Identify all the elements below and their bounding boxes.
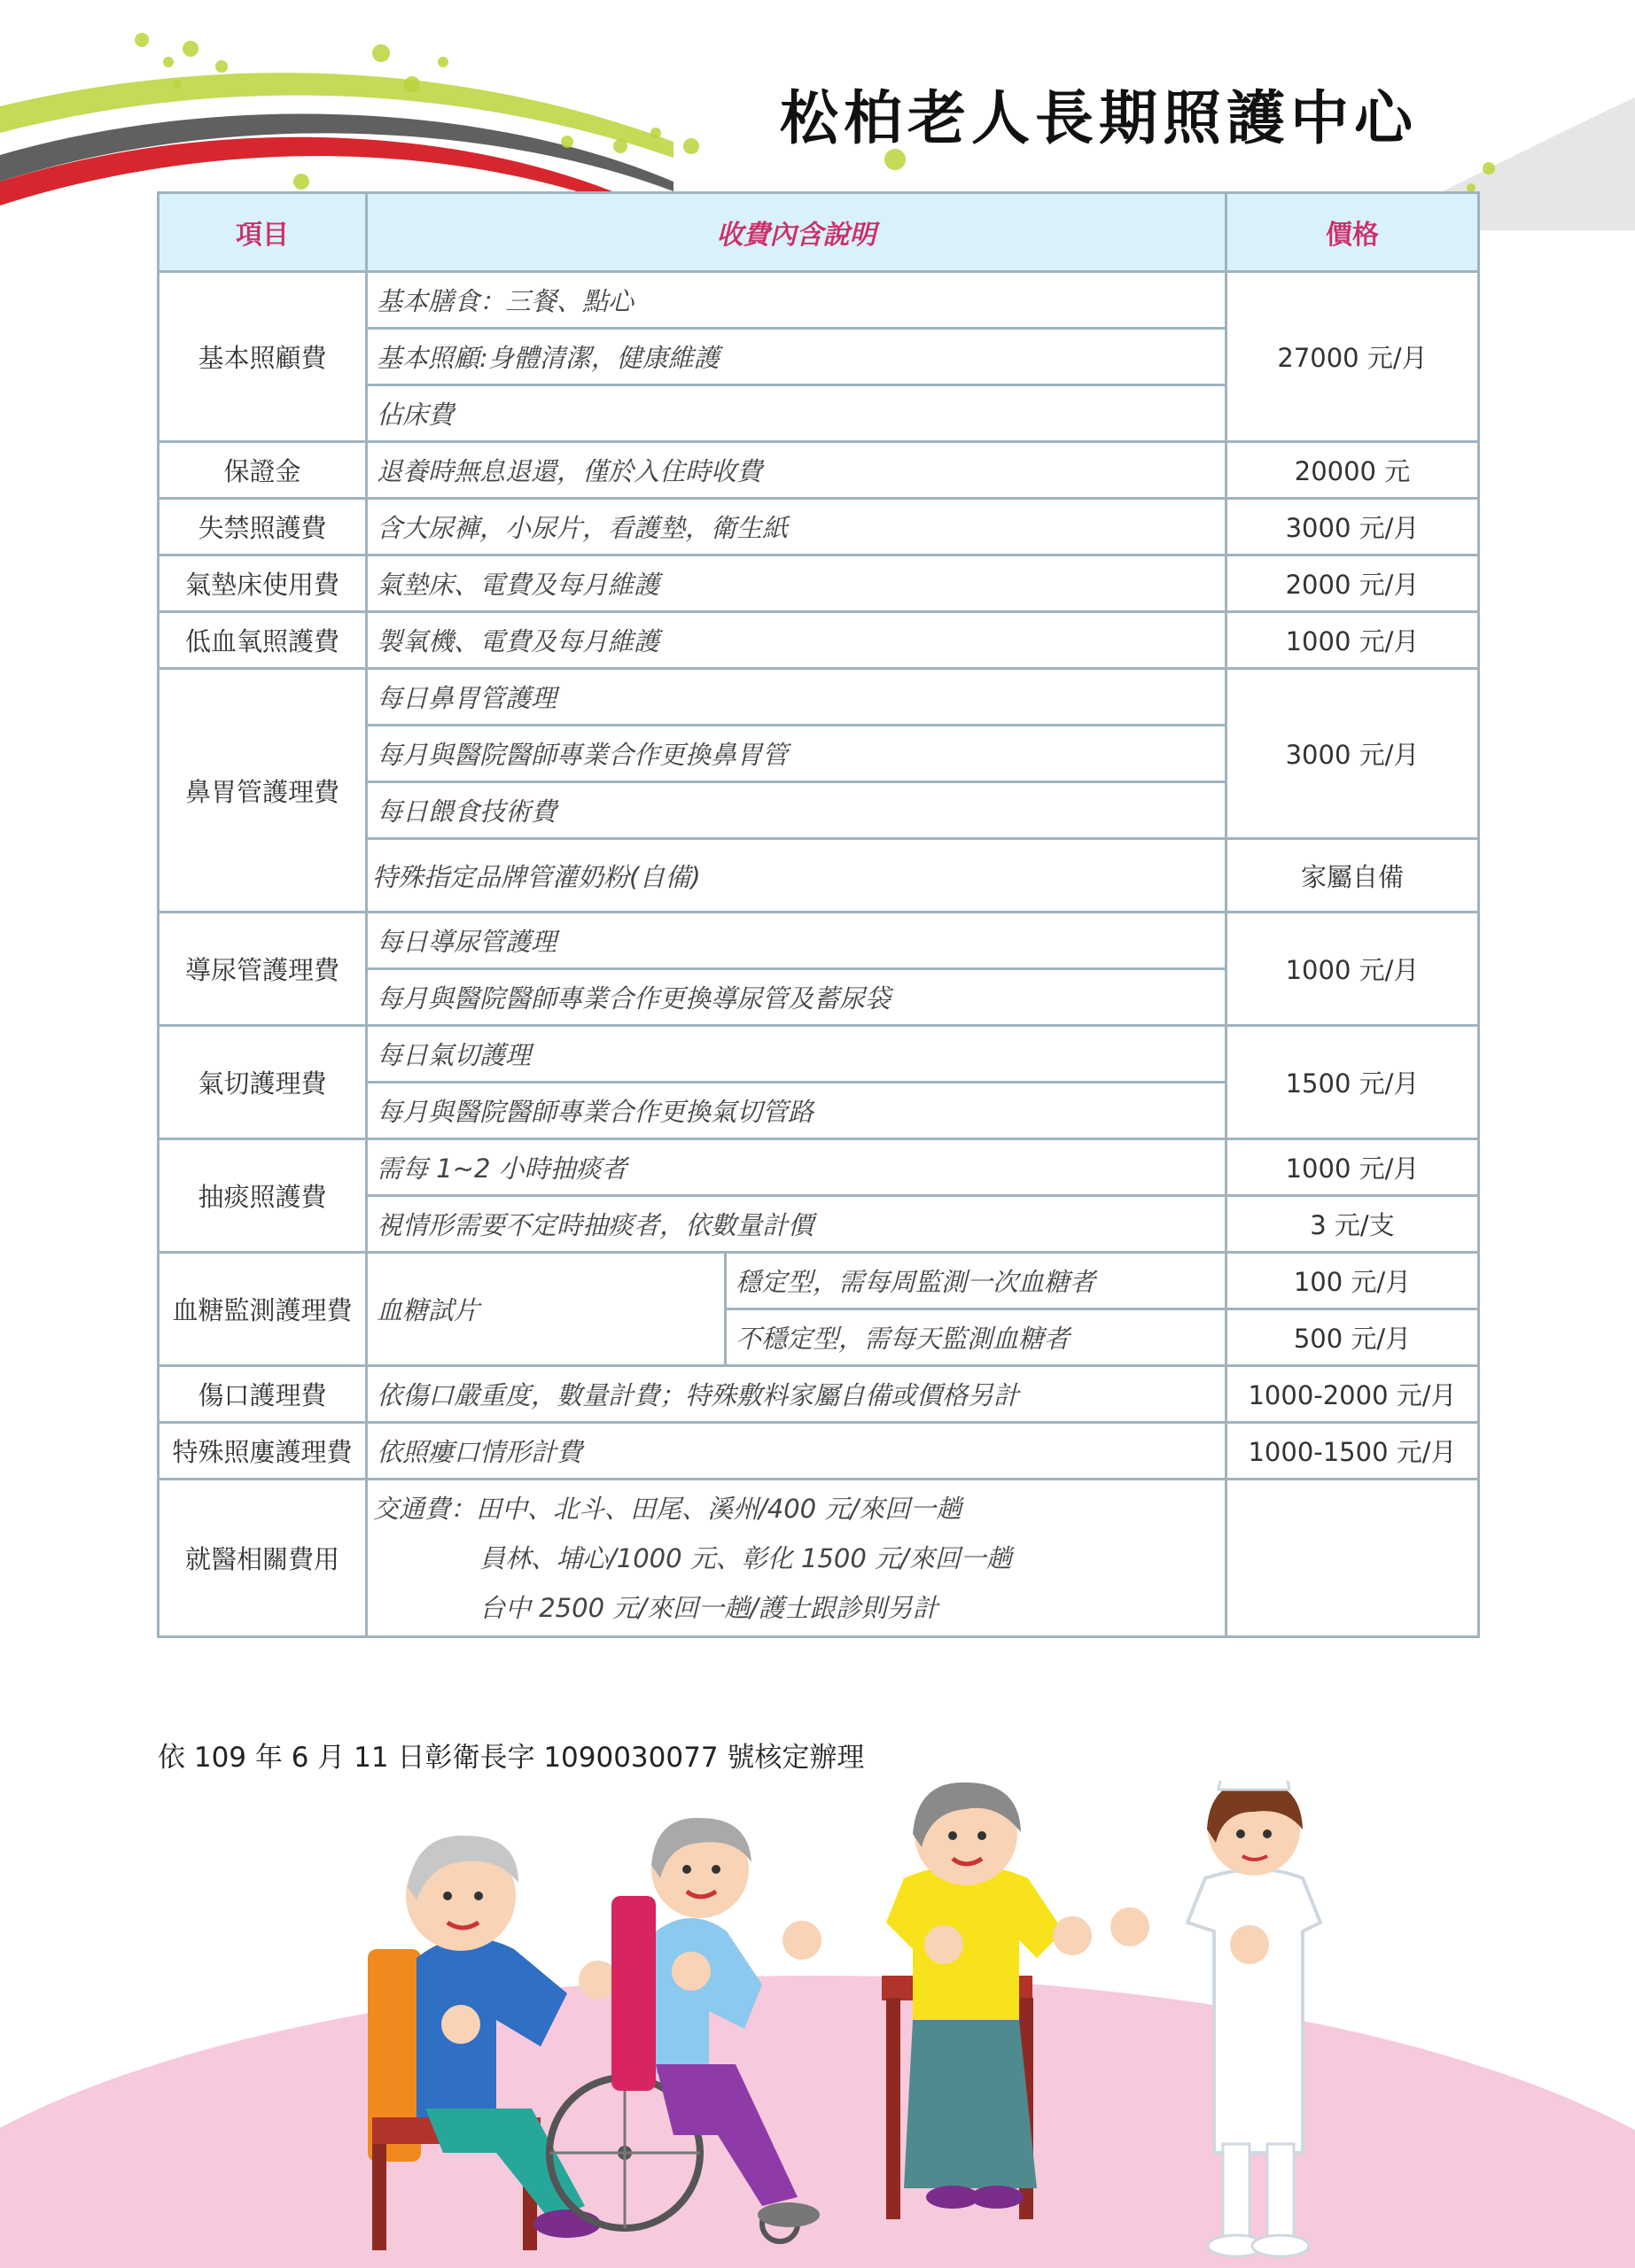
header-item: 項目	[159, 193, 367, 272]
desc-cell: 依傷口嚴重度，數量計費；特殊敷料家屬自備或價格另計	[367, 1366, 1226, 1423]
table-row	[159, 442, 1479, 499]
price-trach: 1500 元/月	[1226, 1026, 1479, 1139]
pink-ground	[0, 1976, 1635, 2268]
desc-cell: 每月與醫院醫師專業合作更換導尿管及蓄尿袋	[367, 969, 1226, 1026]
desc-cell: 氣墊床、電費及每月維護	[367, 555, 1226, 612]
table-row	[159, 1366, 1479, 1423]
desc-cell: 視情形需要不定時抽痰者，依數量計價	[367, 1196, 1226, 1253]
header-description: 收費內含說明	[367, 193, 1226, 272]
transport-line: 交通費：田中、北斗、田尾、溪州/400 元/來回一趟	[373, 1493, 962, 1524]
desc-cell: 每日鼻胃管護理	[367, 669, 1226, 726]
fee-table	[157, 191, 1480, 1638]
desc-cell: 每日氣切護理	[367, 1026, 1226, 1083]
price-low-oxygen: 1000 元/月	[1226, 612, 1479, 669]
desc-transport	[367, 1480, 1226, 1637]
price-incontinence: 3000 元/月	[1226, 499, 1479, 555]
price-suction-monthly: 1000 元/月	[1226, 1139, 1479, 1196]
item-trach: 氣切護理費	[159, 1026, 367, 1139]
table-row	[159, 1423, 1479, 1480]
item-low-oxygen: 低血氧照護費	[159, 612, 367, 669]
desc-cell: 每日餵食技術費	[367, 782, 1226, 839]
price-stoma: 1000-1500 元/月	[1226, 1423, 1479, 1480]
item-air-bed: 氣墊床使用費	[159, 555, 367, 612]
desc-cell: 穩定型，需每周監測一次血糖者	[726, 1253, 1226, 1309]
table-row	[159, 913, 1479, 969]
desc-cell: 特殊指定品牌管灌奶粉(自備)	[367, 839, 1226, 913]
desc-cell: 每月與醫院醫師專業合作更換氣切管路	[367, 1083, 1226, 1139]
desc-cell: 含大尿褲，小尿片，看護墊，衛生紙	[367, 499, 1226, 555]
desc-cell: 基本膳食：三餐、點心	[367, 272, 1226, 329]
transport-line: 員林、埔心/1000 元、彰化 1500 元/來回一趟	[479, 1542, 1012, 1573]
table-row	[159, 272, 1479, 329]
price-deposit: 20000 元	[1226, 442, 1479, 499]
table-row	[159, 1480, 1479, 1637]
desc-cell: 佔床費	[367, 385, 1226, 442]
item-suction: 抽痰照護費	[159, 1139, 367, 1253]
desc-cell: 每月與醫院醫師專業合作更換鼻胃管	[367, 726, 1226, 782]
item-wound: 傷口護理費	[159, 1366, 367, 1423]
header-price: 價格	[1226, 193, 1479, 272]
item-medical: 就醫相關費用	[159, 1480, 367, 1637]
price-glucose-stable: 100 元/月	[1226, 1253, 1479, 1309]
item-stoma: 特殊照廔護理費	[159, 1423, 367, 1480]
table-header-row	[159, 193, 1479, 272]
table-row	[159, 1026, 1479, 1083]
price-medical-empty	[1226, 1480, 1479, 1637]
table-row	[159, 499, 1479, 555]
approval-note: 依 109 年 6 月 11 日彰衛長字 1090030077 號核定辦理	[158, 1742, 865, 1774]
table-row	[159, 555, 1479, 612]
item-incontinence: 失禁照護費	[159, 499, 367, 555]
table-row	[159, 1253, 1479, 1309]
transport-line: 台中 2500 元/來回一趟/護士跟診則另計	[479, 1592, 938, 1623]
item-ng-tube: 鼻胃管護理費	[159, 669, 367, 913]
desc-cell: 血糖試片	[367, 1253, 726, 1366]
desc-cell: 每日導尿管護理	[367, 913, 1226, 969]
table-row	[159, 612, 1479, 669]
price-urinary: 1000 元/月	[1226, 913, 1479, 1026]
item-urinary: 導尿管護理費	[159, 913, 367, 1026]
price-ng-tube: 3000 元/月	[1226, 669, 1479, 839]
desc-cell: 依照瘻口情形計費	[367, 1423, 1226, 1480]
price-suction-unit: 3 元/支	[1226, 1196, 1479, 1253]
price-basic-care: 27000 元/月	[1226, 272, 1479, 442]
desc-cell: 不穩定型，需每天監測血糖者	[726, 1309, 1226, 1366]
desc-cell: 需每 1~2 小時抽痰者	[367, 1139, 1226, 1196]
price-wound: 1000-2000 元/月	[1226, 1366, 1479, 1423]
desc-cell: 退養時無息退還，僅於入住時收費	[367, 442, 1226, 499]
price-glucose-unstable: 500 元/月	[1226, 1309, 1479, 1366]
price-air-bed: 2000 元/月	[1226, 555, 1479, 612]
item-glucose: 血糖監測護理費	[159, 1253, 367, 1366]
desc-cell: 製氧機、電費及每月維護	[367, 612, 1226, 669]
desc-cell: 基本照顧:身體清潔，健康維護	[367, 329, 1226, 385]
table-row	[159, 669, 1479, 726]
table-row	[159, 1139, 1479, 1196]
item-deposit: 保證金	[159, 442, 367, 499]
elderly-care-illustration	[0, 1781, 1635, 2268]
price-ng-tube-extra: 家屬自備	[1226, 839, 1479, 913]
item-basic-care: 基本照顧費	[159, 272, 367, 442]
page-title: 松柏老人長期照護中心	[780, 84, 1418, 152]
